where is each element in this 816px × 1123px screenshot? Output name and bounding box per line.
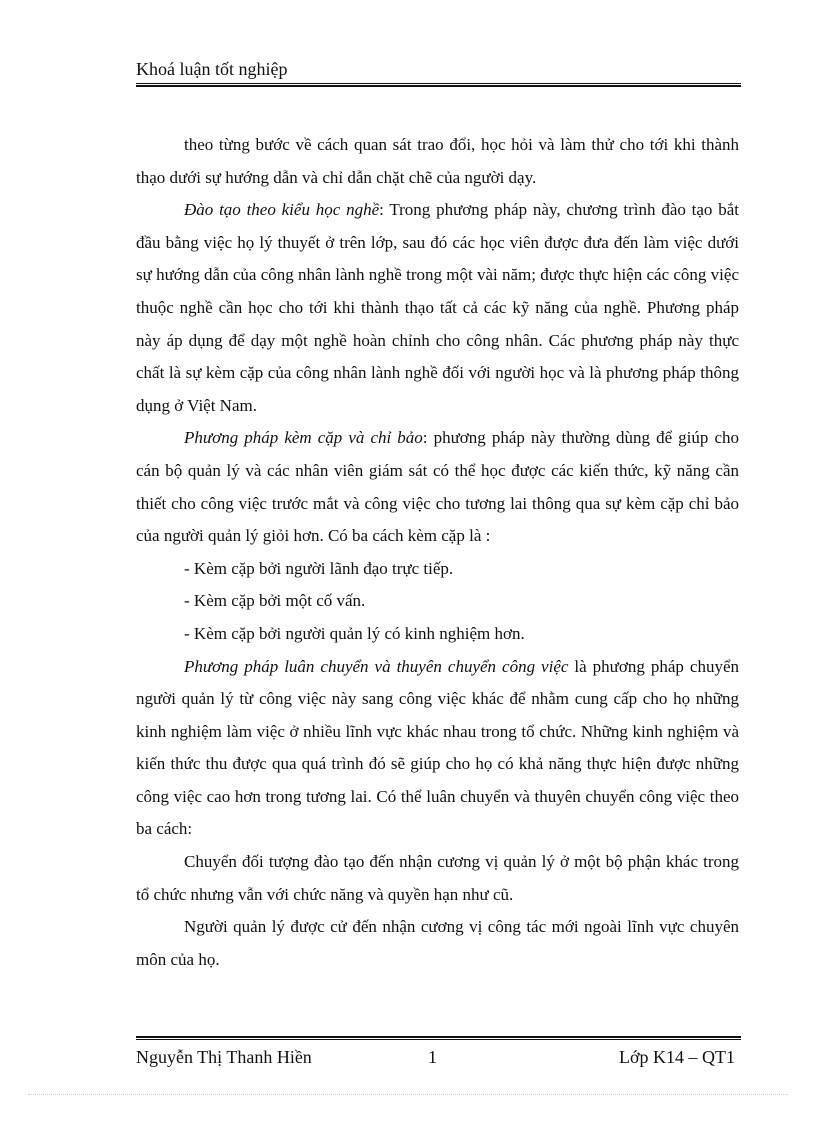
footer-rule [136,1036,741,1040]
body-text [136,129,739,976]
header-title: Khoá luận tốt nghiệp [136,59,288,79]
header-rule [136,83,741,87]
paragraph-term: Đào tạo theo kiểu học nghề [184,200,380,220]
footer-row [136,1044,741,1070]
paragraph-rotation-method-1 [136,846,739,911]
paragraph-text: Chuyển đối tượng đào tạo đến nhận cương vị quản lý ở một bộ phận khác trong tổ chức nhưng vẫn với chức năng và quyền hạn như cũ. [136,852,739,904]
footer-page-number: 1 [428,1047,437,1067]
footer-class-label: Lớp K14 – QT1 [618,1047,735,1067]
bullet-text: - Kèm cặp bởi một cố vấn. [184,591,366,611]
bullet-item [136,618,739,651]
paragraph-text: theo từng bước về cách quan sát trao đổi, học hỏi và làm thử cho tới khi thành thạo dưới sự hướng dẫn và chỉ dẫn chặt chẽ của người dạy. [136,135,739,187]
bullet-item [136,585,739,618]
paragraph-text: Người quản lý được cử đến nhận cương vị công tác mới ngoài lĩnh vực chuyên môn của họ. [136,917,739,969]
footer-author: Nguyễn Thị Thanh Hiền [136,1047,312,1067]
bullet-item [136,553,739,586]
paragraph-continuation [136,129,739,194]
paragraph-rotation-method-2 [136,911,739,976]
bullet-text: - Kèm cặp bởi người lãnh đạo trực tiếp. [184,558,454,578]
paragraph-text: là phương pháp chuyển người quản lý từ công việc này sang công việc khác để nhằm cung cấp cho họ những kinh nghiệm làm việc ở nhiều lĩnh vực khác nhau trong tổ chức. Những kinh nghiệm và kiến thức thu được qua quá trình đó sẽ giúp cho họ có khả năng thực hiện được những công việc cao hơn trong tương lai. Có thể luân chuyển và thuyên chuyển công việc theo ba cách: [136,656,739,839]
paragraph-term: Phương pháp luân chuyển và thuyên chuyển công việc [184,656,569,676]
bullet-text: - Kèm cặp bởi người quản lý có kinh nghiệm hơn. [184,623,525,643]
paragraph-job-rotation [136,651,739,847]
page-header [136,58,741,87]
page-bottom-divider [28,1094,788,1095]
paragraph-text: : Trong phương pháp này, chương trình đào tạo bắt đầu bằng việc họ lý thuyết ở trên lớp, sau đó các học viên được đưa đến làm việc dưới sự hướng dẫn của công nhân lành nghề trong một vài năm; được thực hiện các công việc thuộc nghề cần học cho tới khi thành thạo tất cả các kỹ năng của nghề. Phương pháp này áp dụng để dạy một nghề hoàn chỉnh cho công nhân. Các phương pháp này thực chất là sự kèm cặp của công nhân lành nghề đối với người học và là phương pháp thông dụng ở Việt Nam. [136,200,739,415]
paragraph-coaching [136,422,739,552]
paragraph-apprenticeship [136,194,739,422]
paragraph-text: : phương pháp này thường dùng để giúp cho cán bộ quản lý và các nhân viên giám sát có thể học được các kiến thức, kỹ năng cần thiết cho công việc trước mắt và công việc cho tương lai thông qua sự kèm cặp chỉ bảo của người quản lý giỏi hơn. Có ba cách kèm cặp là : [136,428,739,546]
page-footer [136,1036,741,1070]
paragraph-term: Phương pháp kèm cặp và chỉ bảo [184,428,423,448]
